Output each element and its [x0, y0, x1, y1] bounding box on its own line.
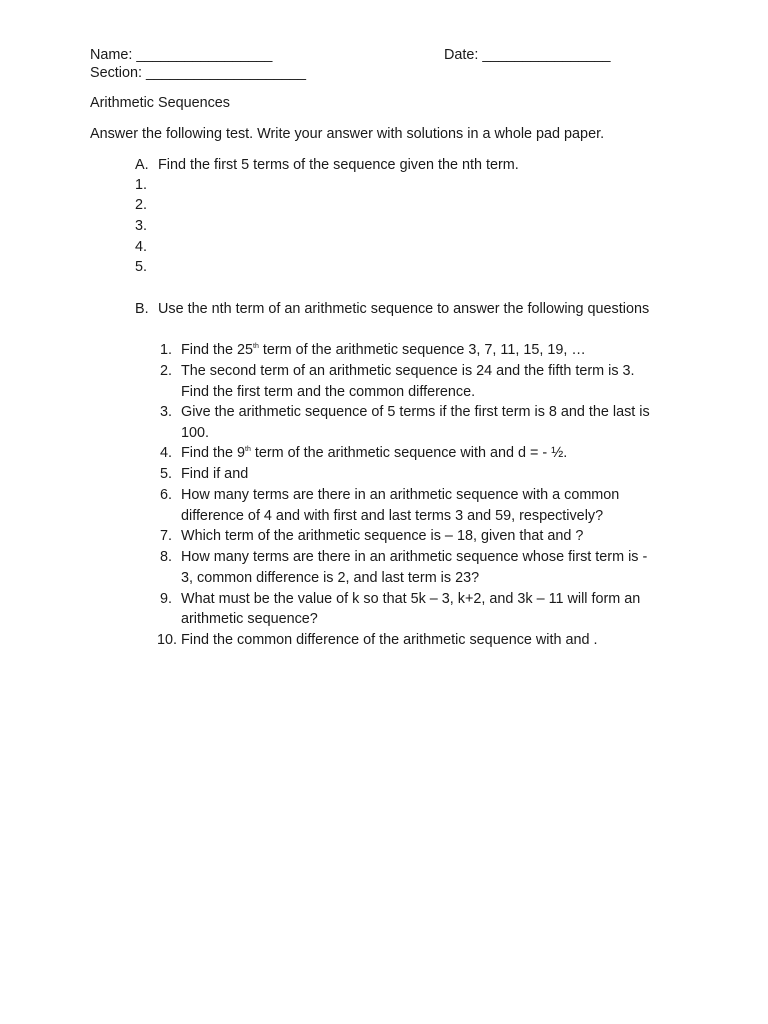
question-3-line-2: 100.	[181, 425, 210, 441]
date-field-label: Date: ________________	[444, 47, 611, 63]
question-10-line-1: Find the common difference of the arithmetic sequence with and .	[181, 632, 598, 648]
question-8-line-2: 3, common difference is 2, and last term is 23?	[181, 570, 480, 586]
question-number: 10.	[156, 632, 177, 648]
question-5-line-1: Find if and	[181, 466, 249, 482]
name-field-label: Name: _________________	[90, 47, 273, 63]
worksheet-title: Arithmetic Sequences	[90, 95, 230, 111]
section-field-label: Section: ____________________	[90, 65, 307, 81]
question-4-sup: th	[245, 446, 251, 453]
question-number: 8.	[159, 549, 172, 565]
question-number: 1.	[159, 342, 172, 358]
question-2-line-2: Find the first term and the common difference.	[181, 384, 476, 400]
part-a-item-1: 1.	[135, 177, 148, 193]
question-number: 9.	[159, 591, 172, 607]
question-number: 4.	[159, 445, 172, 461]
question-9-line-1: What must be the value of k so that 5k – 3, k+2, and 3k – 11 will form an	[181, 591, 641, 607]
part-a-item-3: 3.	[135, 218, 148, 234]
question-1-post: term of the arithmetic sequence 3, 7, 11, 15, 19, …	[258, 342, 586, 358]
question-1-sup: th	[253, 343, 259, 350]
question-number: 6.	[159, 487, 172, 503]
question-1-text	[181, 341, 586, 359]
question-9-line-2: arithmetic sequence?	[181, 611, 318, 627]
part-a-heading: Find the first 5 terms of the sequence given the nth term.	[158, 157, 519, 173]
question-6-line-2: difference of 4 and with first and last terms 3 and 59, respectively?	[181, 508, 604, 524]
part-a-item-2: 2.	[135, 197, 148, 213]
part-a-marker: A.	[135, 157, 149, 173]
question-6-line-1: How many terms are there in an arithmetic sequence with a common	[181, 487, 620, 503]
question-8-line-1: How many terms are there in an arithmetic sequence whose first term is -	[181, 549, 648, 565]
part-b-marker: B.	[135, 301, 149, 317]
question-4-pre: Find the 9	[181, 445, 245, 461]
question-number: 7.	[159, 528, 172, 544]
question-7-line-1: Which term of the arithmetic sequence is – 18, given that and ?	[181, 528, 584, 544]
question-1-pre: Find the 25	[181, 342, 254, 358]
question-3-line-1: Give the arithmetic sequence of 5 terms if the first term is 8 and the last is	[181, 404, 650, 420]
question-4-text	[181, 444, 567, 462]
part-a-item-5: 5.	[135, 259, 148, 275]
question-number: 5.	[159, 466, 172, 482]
instructions: Answer the following test. Write your answer with solutions in a whole pad paper.	[90, 126, 605, 142]
part-a-item-4: 4.	[135, 239, 148, 255]
question-2-line-1: The second term of an arithmetic sequence is 24 and the fifth term is 3.	[181, 363, 635, 379]
question-4-post: term of the arithmetic sequence with and d = - ½.	[250, 445, 568, 461]
question-number: 2.	[159, 363, 172, 379]
part-b-heading: Use the nth term of an arithmetic sequence to answer the following questions	[158, 301, 650, 317]
question-number: 3.	[159, 404, 172, 420]
